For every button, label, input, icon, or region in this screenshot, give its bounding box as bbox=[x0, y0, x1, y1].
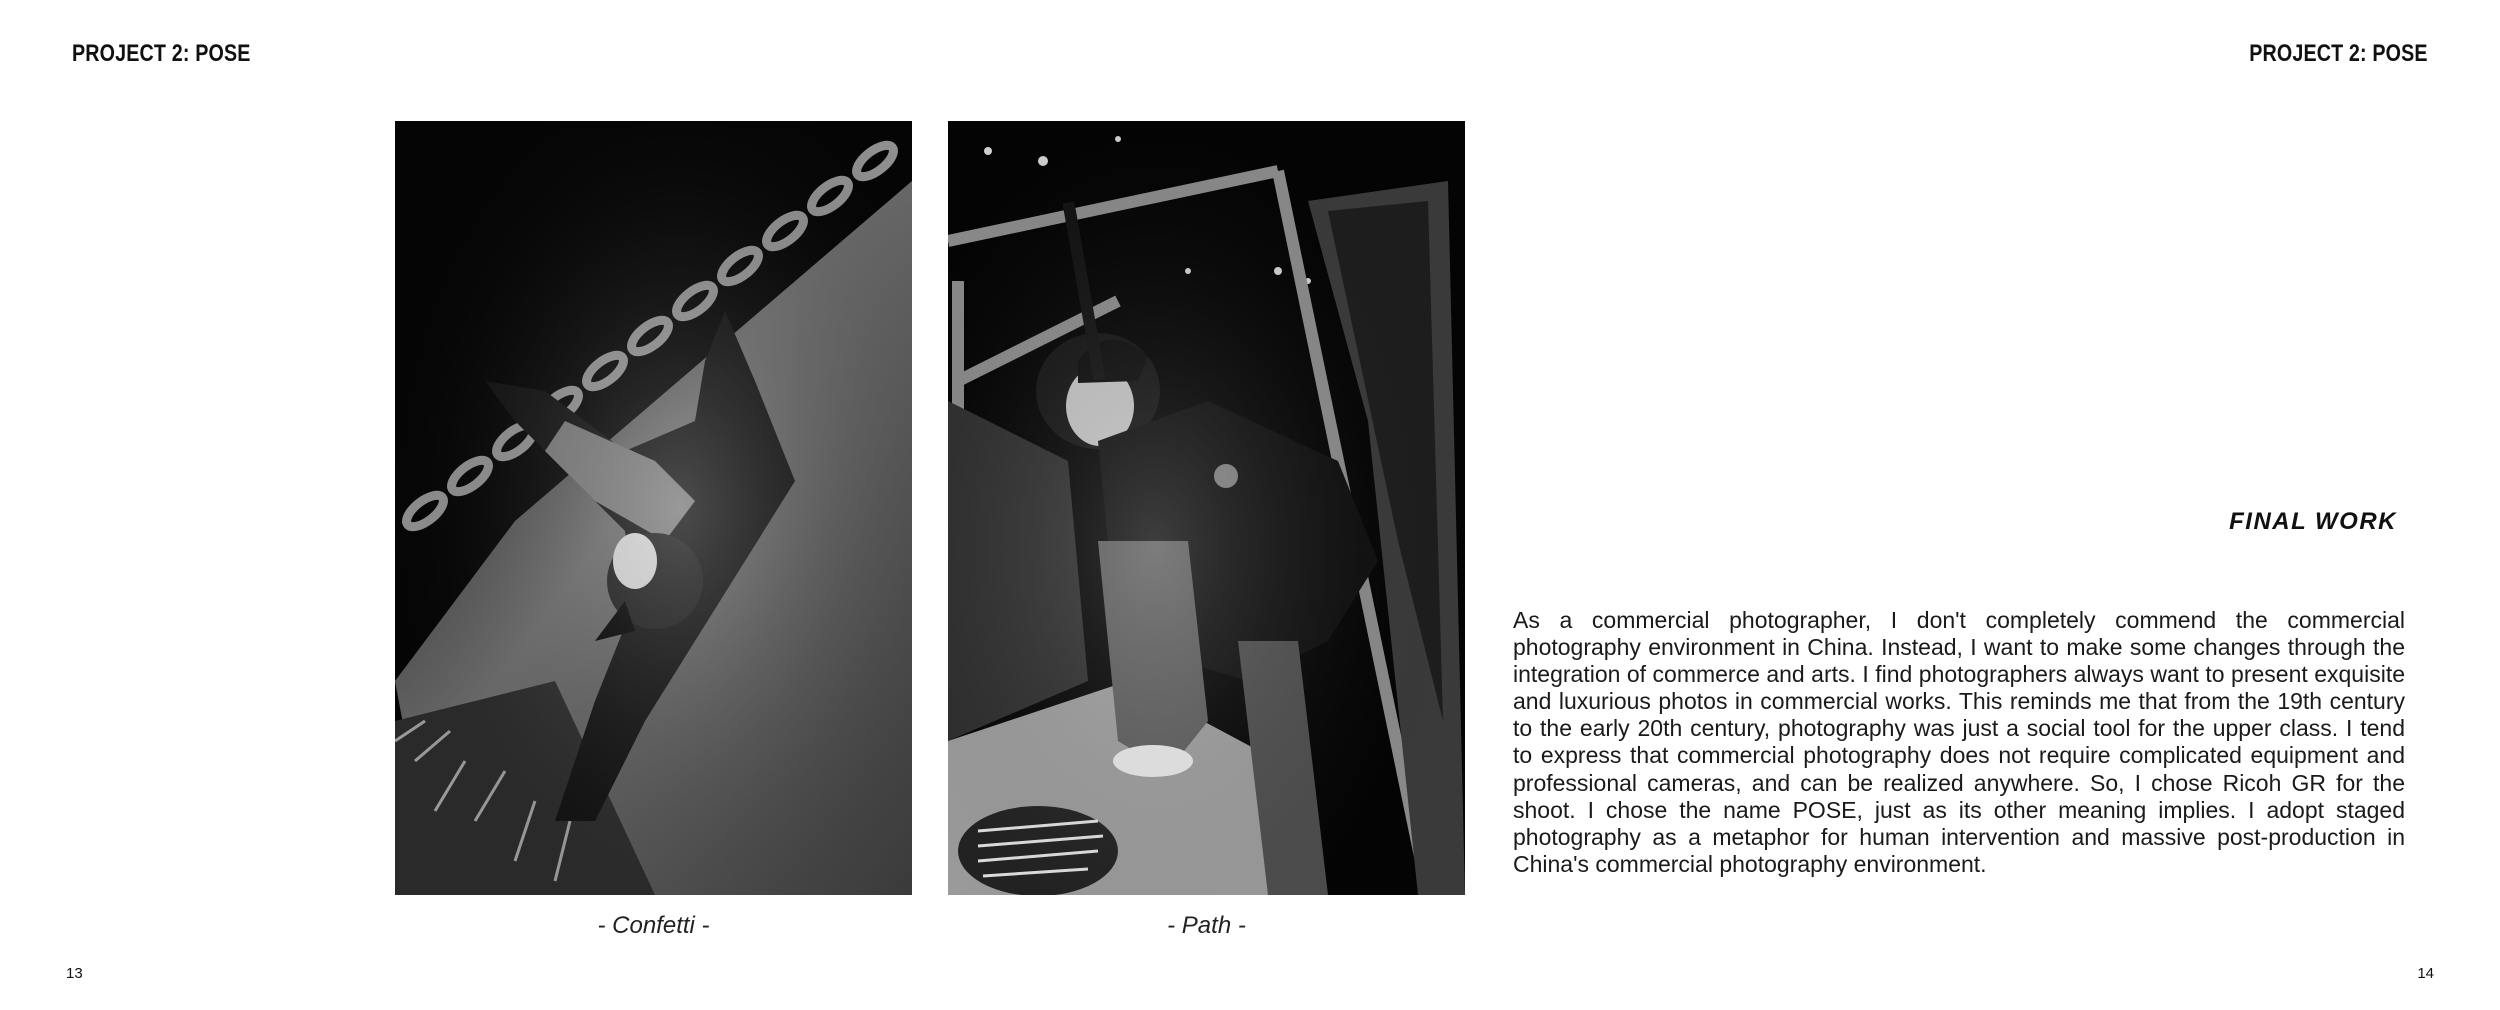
page-number-left: 13 bbox=[66, 965, 83, 982]
right-page-header: PROJECT 2: POSE bbox=[2249, 40, 2428, 67]
photo-path bbox=[948, 121, 1465, 895]
photo-caption-path: - Path - bbox=[1167, 912, 1246, 939]
left-page-header: PROJECT 2: POSE bbox=[72, 40, 251, 67]
photo-caption-confetti: - Confetti - bbox=[597, 912, 710, 939]
body-paragraph: As a commercial photographer, I don't completely commend the commercial photography environment in China. Instead, I want to make some changes through the integration of commerce and arts. I find photographers always want to present exquisite and luxurious photos in commercial works. This reminds me that from the 19th century to the early 20th century, photography was just a social tool for the upper class. I tend to express that commercial photography does not require complicated equipment and professional cameras, and can be realized anywhere. So, I chose Ricoh GR for the shoot. I chose the name POSE, just as its other meaning implies. I adopt staged photography as a metaphor for human intervention and massive post-production in China's commercial photography environment. bbox=[1513, 607, 2405, 877]
page-number-right: 14 bbox=[2417, 965, 2434, 982]
section-title: FINAL WORK bbox=[2229, 508, 2397, 535]
photo-confetti bbox=[395, 121, 912, 895]
